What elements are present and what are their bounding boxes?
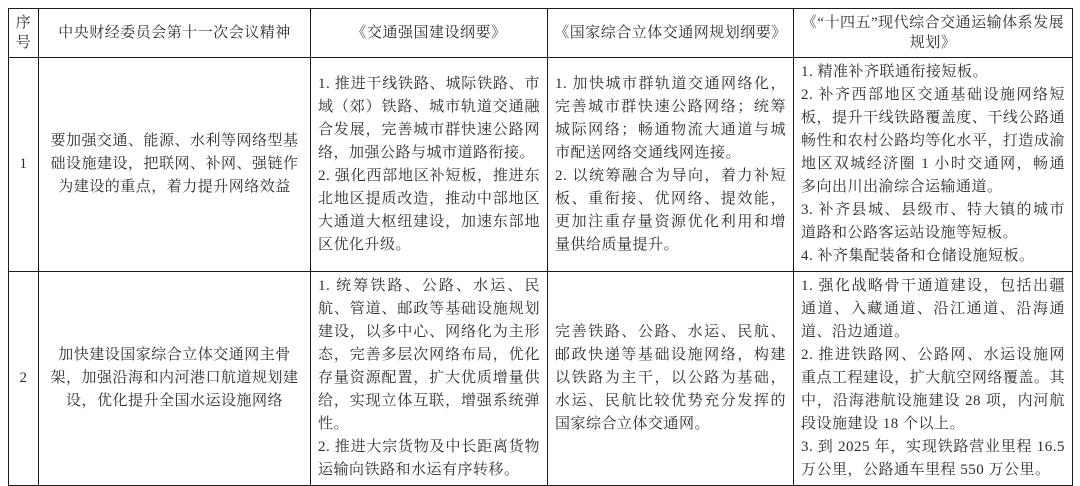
header-cell-fourteenth-five-year-plan: 《“十四五”现代综合交通运输体系发展规划》: [794, 9, 1073, 58]
table-row: [9, 58, 1073, 272]
paragraph: 2. 以统筹融合为导向，着力补短板、重衔接、优网络、提效能，更加注重存量资源优化利用和增量供给质量提升。: [555, 167, 786, 253]
paragraph: 2. 强化西部地区补短板，推进东北地区提质改造，推动中部地区大通道大枢纽建设，加速东部地区优化升级。: [318, 167, 540, 253]
header-cell-index: 序号: [9, 9, 39, 58]
row2-meeting-spirit-cell: 加快建设国家综合立体交通网主骨架，加强沿海和内河港口航道规划建设，优化提升全国水运设施网络: [39, 272, 311, 486]
paragraph: 1. 统筹铁路、公路、水运、民航、管道、邮政等基础设施规划建设，以多中心、网络化为主形态，完善多层次网络布局，优化存量资源配置，扩大优质增量供给，实现立体互联，增强系统弹性。: [318, 278, 540, 432]
header-cell-jiaotong-qiangguo-outline: 《交通强国建设纲要》: [311, 9, 548, 58]
row2-national-3d-network-cell: [548, 272, 794, 486]
paragraph: 1. 强化战略骨干通道建设，包括出疆通道、入藏通道、沿江通道、沿海通道、沿边通道。: [801, 278, 1065, 340]
paragraph: 1. 加快城市群轨道交通网络化，完善城市群快速公路网络；统筹城际网络；畅通物流大通道与城市配送网络交通线网连接。: [555, 75, 786, 161]
paragraph: 4. 补齐集配装备和仓储设施短板。: [801, 248, 1035, 264]
row1-index-cell: 1: [9, 58, 39, 272]
paragraph: 2. 推进大宗货物及中长距离货物运输向铁路和水运有序转移。: [318, 439, 540, 478]
row1-fourteenth-five-year-cell: [794, 58, 1073, 272]
header-cell-national-3d-network-plan: 《国家综合立体交通网规划纲要》: [548, 9, 794, 58]
paragraph: 1. 推进干线铁路、城际铁路、市域（郊）铁路、城市轨道交通融合发展，完善城市群快速公路网络，加强公路与城市道路衔接。: [318, 75, 540, 161]
policy-comparison-table-wrap: [8, 8, 1072, 486]
paragraph: 2. 补齐西部地区交通基础设施网络短板，提升干线铁路覆盖度、干线公路通畅性和农村公路均等化水平，打造成渝地区双城经济圈 1 小时交通网，畅通多向出川出渝综合运输通道。: [801, 87, 1065, 195]
paragraph: 2. 推进铁路网、公路网、水运设施网重点工程建设，扩大航空网络覆盖。其中，沿海港航设施建设 28 项，内河航段设施建设 18 个以上。: [801, 347, 1065, 432]
paragraph: 3. 补齐县城、县级市、特大镇的城市道路和公路客运站设施等短板。: [801, 202, 1065, 241]
row2-jiaotong-qiangguo-cell: [311, 272, 548, 486]
paragraph: 3. 到 2025 年，实现铁路营业里程 16.5 万公里，公路通车里程 550 万公里。: [801, 439, 1065, 478]
table-row: [9, 272, 1073, 486]
header-row: [9, 9, 1073, 58]
row1-meeting-spirit-cell: 要加强交通、能源、水利等网络型基础设施建设，把联网、补网、强链作为建设的重点，着力提升网络效益: [39, 58, 311, 272]
policy-comparison-table: [8, 8, 1073, 486]
row1-jiaotong-qiangguo-cell: [311, 58, 548, 272]
paragraph: 完善铁路、公路、水运、民航、邮政快递等基础设施网络，构建以铁路为主干，以公路为基础，水运、民航比较优势充分发挥的国家综合立体交通网。: [555, 324, 786, 432]
paragraph: 1. 精准补齐联通衔接短板。: [801, 64, 989, 80]
header-cell-meeting-spirit: 中央财经委员会第十一次会议精神: [39, 9, 311, 58]
row1-national-3d-network-cell: [548, 58, 794, 272]
row2-fourteenth-five-year-cell: [794, 272, 1073, 486]
row2-index-cell: 2: [9, 272, 39, 486]
